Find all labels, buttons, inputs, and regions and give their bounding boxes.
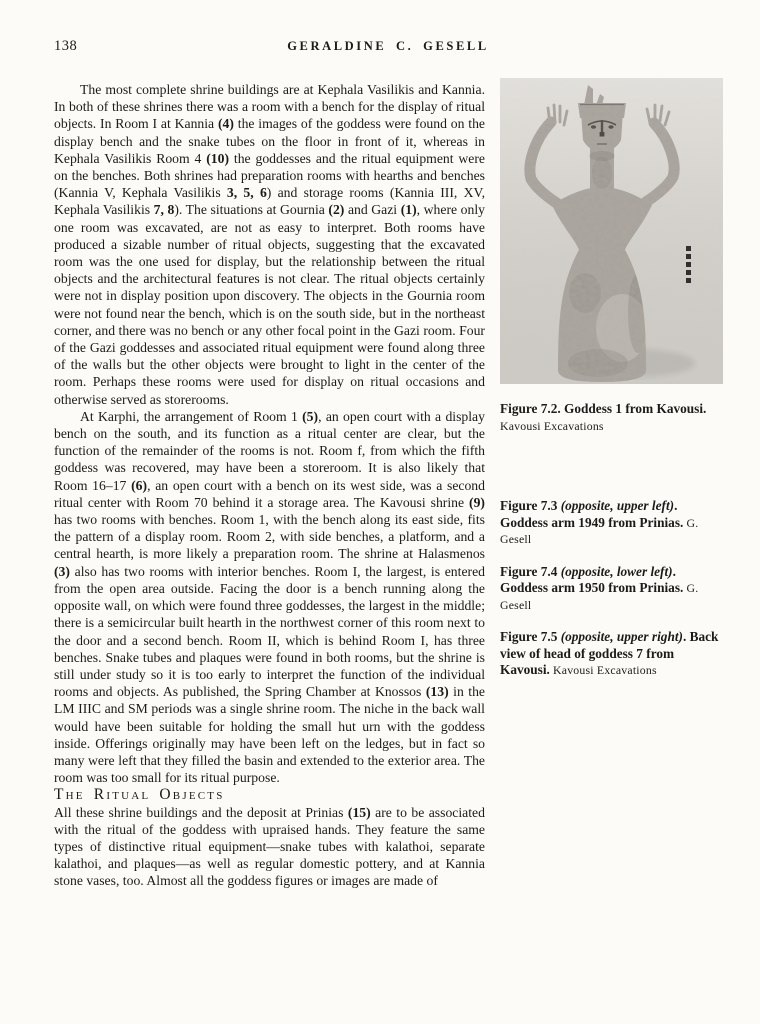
page-number: 138 xyxy=(54,38,78,54)
paragraph-2: At Karphi, the arrangement of Room 1 (5), an open court with a display bench on the south, and its function as a ritual center are clear, but the function of the remainder of the rooms is not. Room f, from which the fifth goddess was recovered, may have been a storeroom. It is also likely that Room 16–17 (6), an open court with a bench on its west side, was a second ritual center with Room 70 behind it a storage area. The Kavousi shrine (9) has two rooms with benches. Room 1, with the bench along its east side, fits the pattern of a display room. Room 2, with side benches, a platform, and a central hearth, is more likely a preparation room. The shrine at Halasmenos (3) also has two rooms with interior benches. Room I, the largest, is entered from the open area outside. Facing the door is a bench running along the opposite wall, on which were found three goddesses, the largest in the middle; there is a semicircular built hearth in the northwest corner of this room next to the door and a second bench. Room II, which is behind Room I, has three benches. Snake tubes and plaques were found in both rooms, but the shrine is still under study so it is too early to interpret the function of the individual rooms and objects. As published, the Spring Chamber at Knossos (13) in the LM IIIC and SM periods was a single shrine room. The niche in the back wall would have been suitable for holding the small hut urn with the goddess inside. Offerings originally may have been left on the ledges, but in fact so many were left that they filled the basin and extended to the exterior area. The room was too small for its ritual purpose. xyxy=(54,408,486,786)
figures-column xyxy=(500,78,723,679)
figure-caption-7-2: Figure 7.2. Goddess 1 from Kavousi. Kavousi Excavations xyxy=(500,401,707,433)
figure-caption-7-4: Figure 7.4 (opposite, lower left). Goddess arm 1950 from Prinias. G. Gesell xyxy=(500,563,699,612)
paragraph-3: All these shrine buildings and the deposit at Prinias (15) are to be associated with the ritual of the goddess with upraised hands. They feature the same types of distinctive ritual equipment—snake tubes with kalathoi, separate kalathoi, and plaques—as well as regular domestic pottery, and at Kannia stone vases, too. Almost all the goddess figures or images are made of xyxy=(54,804,485,889)
main-text-column xyxy=(54,81,485,890)
figure-caption-7-5: Figure 7.5 (opposite, upper right). Back view of head of goddess 7 from Kavousi. Kavousi Excavations xyxy=(500,629,719,677)
section-heading: The Ritual Objects xyxy=(54,786,225,804)
figure-caption-7-3: Figure 7.3 (opposite, upper left). Goddess arm 1949 from Prinias. G. Gesell xyxy=(500,498,699,546)
running-head xyxy=(54,38,722,56)
running-title: GERALDINE C. GESELL xyxy=(287,39,489,53)
goddess-photo-image xyxy=(500,78,723,384)
goddess-photo xyxy=(500,78,723,384)
paragraph-1: The most complete shrine buildings are at Kephala Vasilikis and Kannia. In both of these shrines there was a room with a bench for the display of ritual objects. In Room I at Kannia (4) the images of the goddess were found on the display bench and the snake tubes on the floor in front of it, whereas in Kephala Vasilikis Room 4 (10) the goddesses and the ritual equipment were on the benches. Both shrines had preparation rooms with hearths and benches (Kannia V, Kephala Vasilikis 3, 5, 6) and storage rooms (Kannia III, XV, Kephala Vasilikis 7, 8). The situations at Gournia (2) and Gazi (1), where only one room was excavated, are not as easy to interpret. Both rooms have produced a sizable number of ritual objects, suggesting that the excavated room was the one used for display, but the relationship between the ritual objects and the architectural features is not clear. The ritual objects certainly were not in display position upon discovery. The objects in the Gournia room were not found near the bench, which is on the south side, but in the northeast corner, and there was no bench or any other focal point in the Gazi room. Four of the Gazi goddesses and associated ritual equipment were found along three of the walls but the other objects were brought to light in the center of the room. Perhaps these rooms were used for display on ritual occasions and otherwise served as storerooms. xyxy=(54,82,486,407)
